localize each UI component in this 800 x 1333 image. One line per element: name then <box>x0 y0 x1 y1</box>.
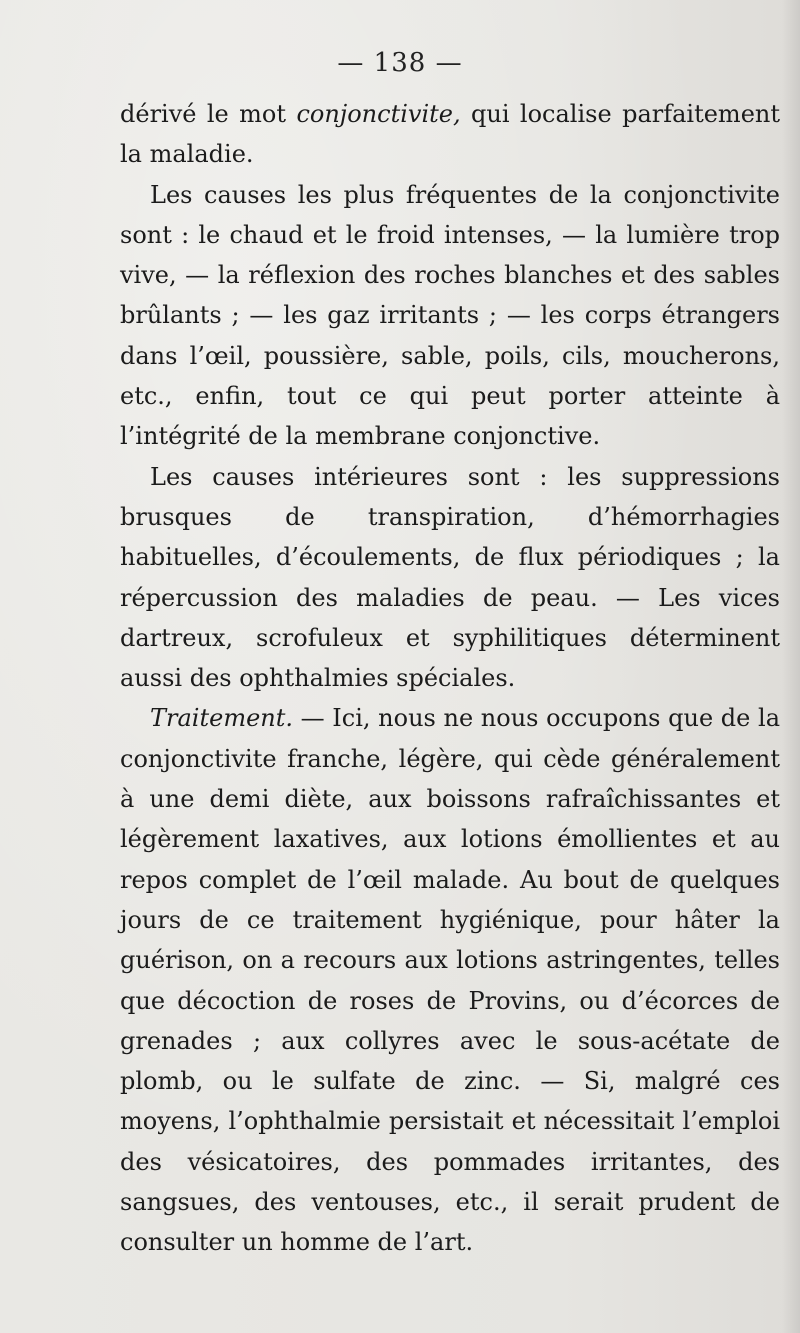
term-conjonctivite: conjonctivite, <box>296 100 461 128</box>
paragraph-internal-causes: Les causes intérieures sont : les suppressions brusques de transpiration, d’hémorrhagies habituelles, d’écoulements, de flux périodiques ; la répercussion des maladies de peau. — Les vices dartreux, scrofuleux et syphilitiques déterminent aussi des ophthalmies spéciales. <box>120 462 780 693</box>
page-number: — 138 — <box>337 48 463 78</box>
paragraph-treatment <box>120 698 780 1262</box>
page-edge-shadow <box>782 0 800 1333</box>
body-text <box>120 94 780 1263</box>
treatment-heading: Traitement. <box>150 704 294 733</box>
paragraph-external-causes: Les causes les plus fréquentes de la conjonctivite sont : le chaud et le froid intenses, — la lumière trop vive, — la réflexion des roches blanches et des sables brûlants ; — les gaz irritants ; — les corps étrangers dans l’œil, poussière, sable, poils, cils, moucherons, etc., enfin, tout ce qui peut porter atteinte à l’intégrité de la membrane conjonctive. <box>120 180 780 451</box>
paragraph-1-lead: dérivé le mot <box>120 100 297 128</box>
paragraph-continuation <box>120 94 780 175</box>
paragraph-1-rest: qui localise parfaitement la maladie. <box>120 100 780 169</box>
treatment-text: — Ici, nous ne nous occupons que de la conjonctivite franche, légère, qui cède généralement à une demi diète, aux boissons rafraîchissantes et légèrement laxatives, aux lotions émollientes et au repos complet de l’œil malade. Au bout de quelques jours de ce traitement hygiénique, pour hâter la guérison, on a recours aux lotions astringentes, telles que décoction de roses de Provins, ou d’écorces de grenades ; aux collyres avec le sous-acétate de plomb, ou le sulfate de zinc. — Si, malgré ces moyens, l’ophthalmie persistait et nécessitait l’emploi des vésicatoires, des pommades irritantes, des sangsues, des ventouses, etc., il serait prudent de consulter un homme de l’art. <box>120 704 780 1257</box>
